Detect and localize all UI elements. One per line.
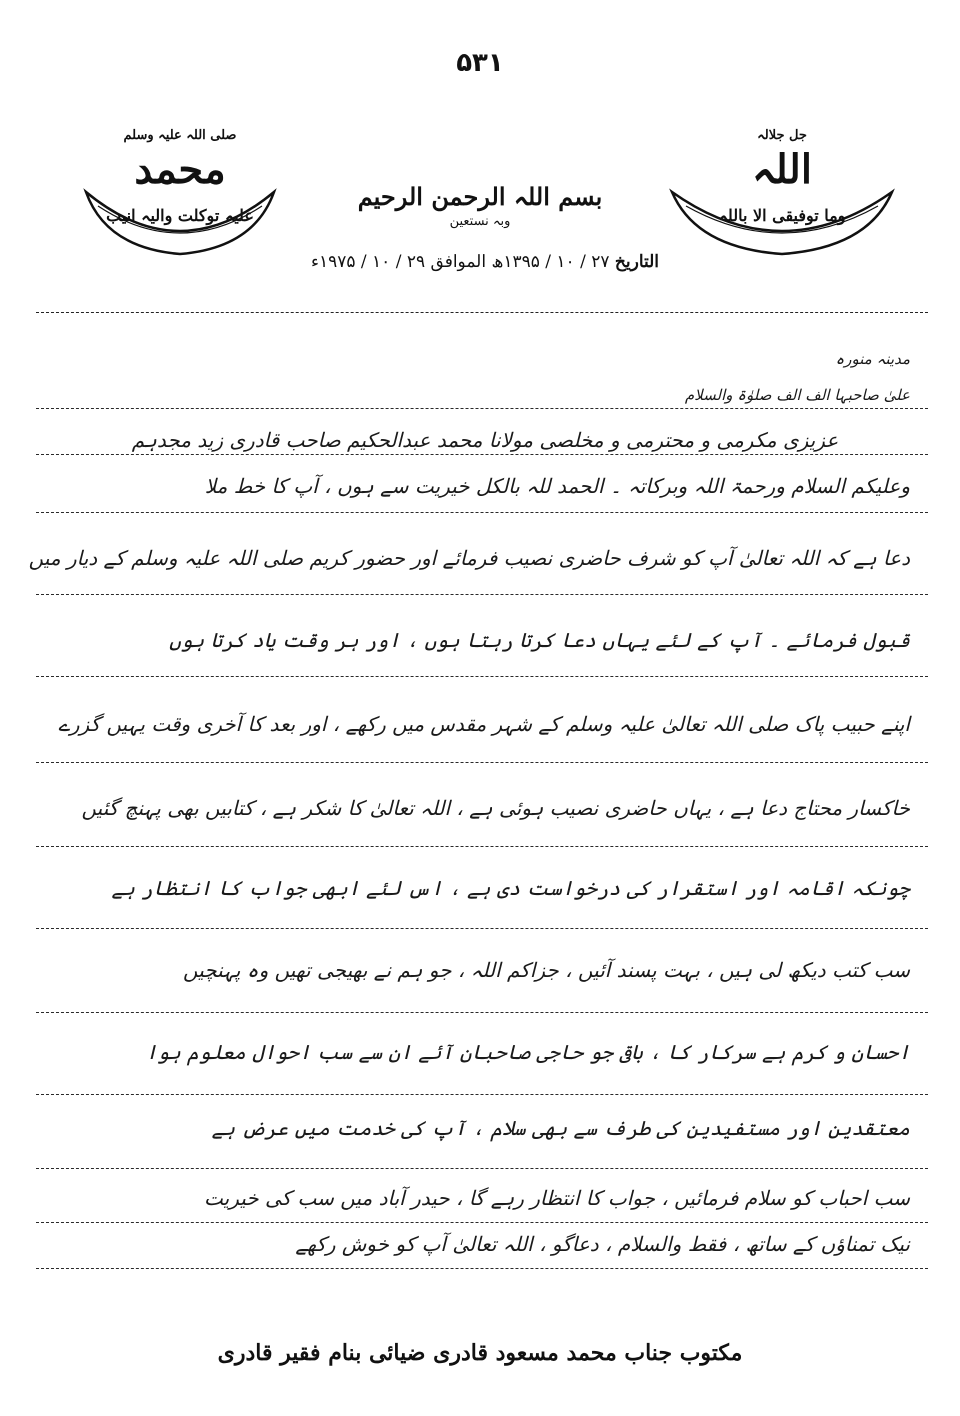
letter-line: نیک تمناؤں کے ساتھ ، فقط والسلام ، دعاگو ، اللہ تعالیٰ آپ کو خوش رکھے bbox=[295, 1232, 910, 1256]
header-divider bbox=[36, 312, 928, 313]
basmala: بسم اللہ الرحمن الرحیم bbox=[357, 182, 603, 211]
ruled-line bbox=[36, 762, 928, 763]
letter-caption: مکتوب جناب محمد مسعود قادری ضیائی بنام فقیر قادری bbox=[217, 1340, 743, 1366]
emblem-muhammad-subtitle: صلی اللہ علیہ وسلم bbox=[123, 128, 237, 143]
ruled-line bbox=[36, 676, 928, 677]
ruled-line bbox=[36, 454, 928, 455]
ruled-line bbox=[36, 1094, 928, 1095]
ruled-line bbox=[36, 1168, 928, 1169]
letter-line: خاکسار محتاج دعا ہے ، یہاں حاضری نصیب ہوئی ہے ، اللہ تعالیٰ کا شکر ہے ، کتابیں بھی پہنچ گئیں bbox=[81, 796, 910, 820]
letter-address-sub: علیٰ صاحبہا الف الف صلوٰۃ والسلام bbox=[684, 386, 910, 404]
emblem-allah bbox=[668, 120, 896, 260]
letter-line: سب احباب کو سلام فرمائیں ، جواب کا انتظار رہے گا ، حیدر آباد میں سب کی خیریت bbox=[203, 1186, 910, 1210]
ruled-line bbox=[36, 408, 928, 409]
letter-line: قبول فرمائے ۔ آپ کے لئے یہاں دعا کرتا رہتا ہوں ، اور ہر وقت یاد کرتا ہوں bbox=[169, 628, 910, 652]
ruled-line bbox=[36, 1012, 928, 1013]
letter-address: مدینہ منورہ bbox=[835, 350, 910, 368]
date-line bbox=[260, 252, 710, 272]
ruled-line bbox=[36, 1268, 928, 1269]
emblem-allah-motto: وما توفیقی الا باللہ bbox=[718, 206, 846, 225]
ruled-line bbox=[36, 594, 928, 595]
ruled-line bbox=[36, 846, 928, 847]
emblem-muhammad-motto: علیہ توکلت والیہ انیب bbox=[106, 206, 254, 225]
letter-line: دعا ہے کہ اللہ تعالیٰ آپ کو شرف حاضری نصیب فرمائے اور حضور کریم صلی اللہ علیہ وسلم کے دیار میں bbox=[28, 546, 910, 570]
date-label: التاریخ bbox=[614, 252, 660, 272]
date-muwafiq-label: الموافق bbox=[430, 252, 487, 272]
emblem-muhammad bbox=[82, 120, 278, 260]
emblem-muhammad-title: محمد bbox=[134, 146, 226, 193]
letter-line: اپنے حبیب پاک صلی اللہ تعالیٰ علیہ وسلم کے شہر مقدس میں رکھے ، اور بعد کا آخری وقت یہیں گزرے bbox=[58, 712, 910, 736]
letter-salutation: عزیزی مکرمی و محترمی و مخلصی مولانا محمد عبدالحکیم صاحب قادری زید مجدہم bbox=[131, 428, 839, 452]
letter-line: احسان و کرم ہے سرکار کا ، باقی جو حاجی صاحبان آئے ان سے سب احوال معلوم ہوا bbox=[145, 1040, 910, 1064]
emblem-allah-subtitle: جل جلالہ bbox=[757, 128, 807, 143]
letter-line: چونکہ اقامہ اور استقرار کی درخواست دی ہے ، اس لئے ابھی جواب کا انتظار ہے bbox=[111, 876, 910, 900]
emblem-allah-title: اللہ bbox=[752, 146, 812, 193]
ruled-line bbox=[36, 928, 928, 929]
letter-line: سب کتب دیکھ لی ہیں ، بہت پسند آئیں ، جزاکم اللہ ، جو ہم نے بھیجی تھیں وہ پہنچیں bbox=[183, 958, 910, 982]
date-gregorian: ۲۹ / ۱۰ / ۱۹۷۵ء bbox=[310, 252, 426, 272]
page-number: ۵۳۱ bbox=[456, 48, 504, 78]
ruled-line bbox=[36, 1222, 928, 1223]
date-hijri: ۲۷ / ۱۰ / ۱۳۹۵ھ bbox=[491, 252, 610, 272]
letter-line: وعلیکم السلام ورحمۃ اللہ وبرکاتہ ۔ الحمد للہ بالکل خیریت سے ہوں ، آپ کا خط ملا bbox=[204, 474, 910, 498]
ruled-line bbox=[36, 512, 928, 513]
letter-line: معتقدین اور مستفیدین کی طرف سے بھی سلام ، آپ کی خدمت میں عرض ہے bbox=[211, 1116, 910, 1140]
basmala-subtitle: وبہ نستعین bbox=[449, 214, 511, 229]
